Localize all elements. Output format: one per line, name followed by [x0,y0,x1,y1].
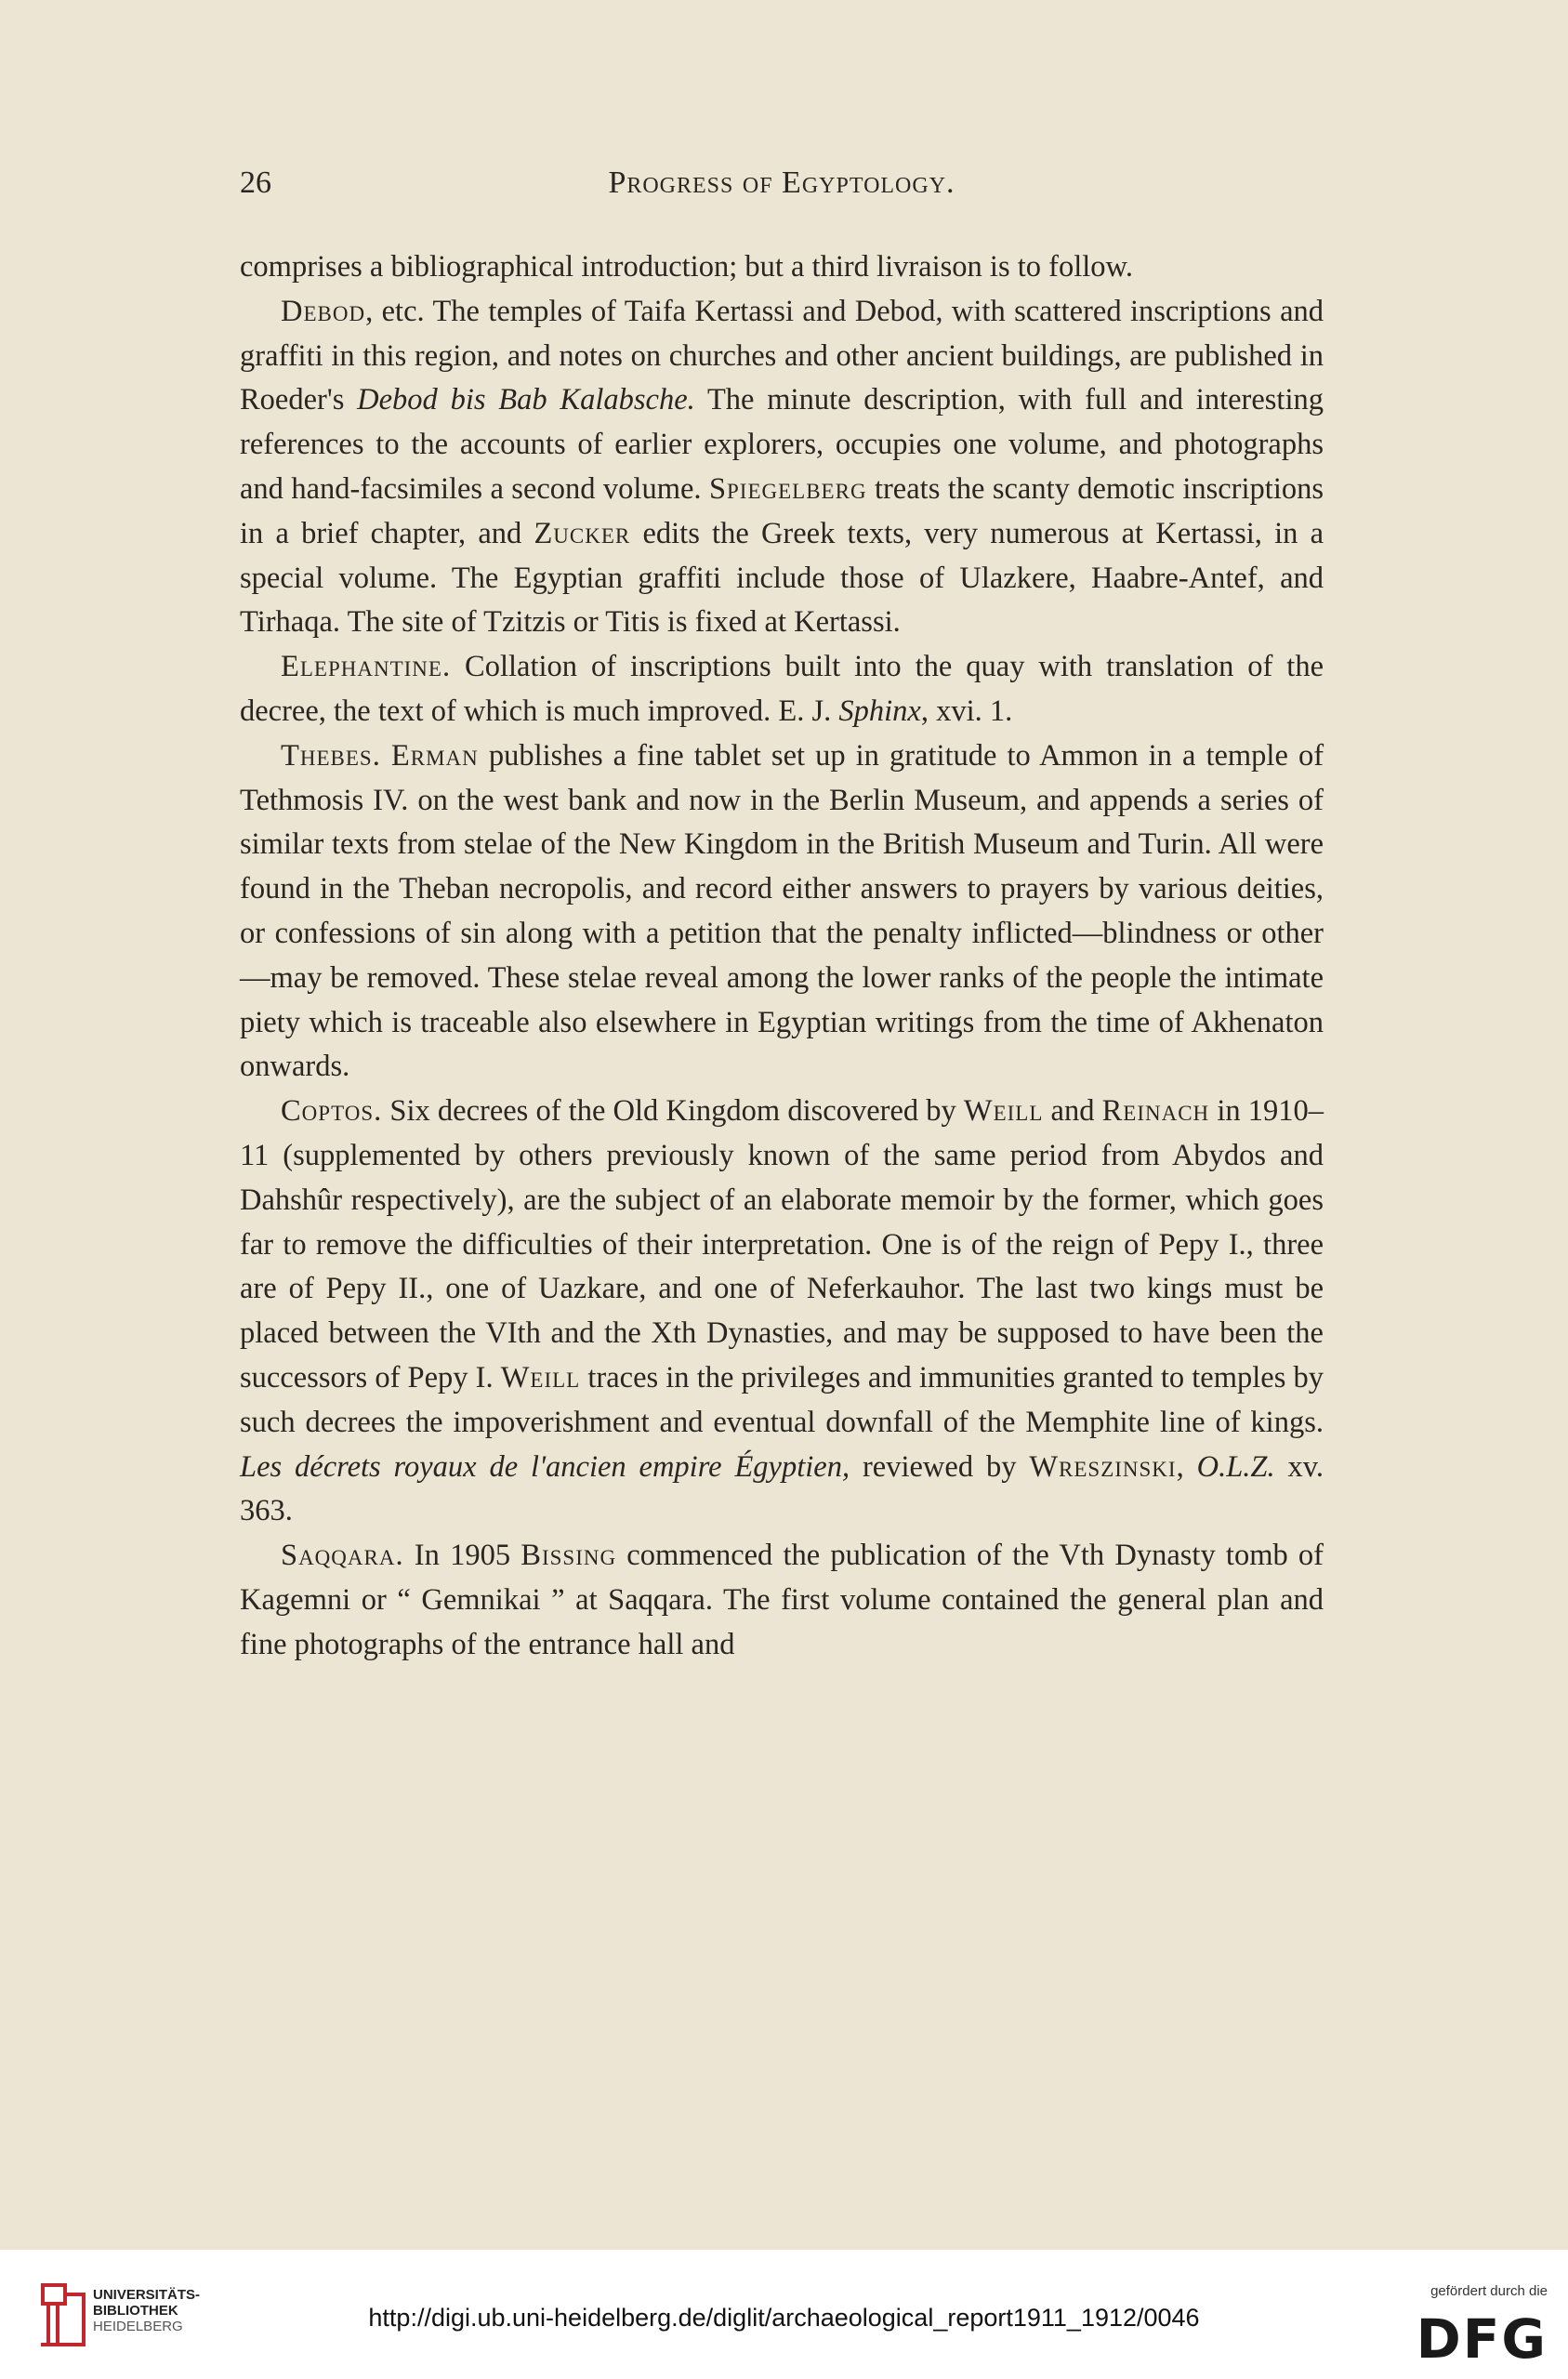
funder-caption: gefördert durch die [1430,2283,1548,2299]
paragraph-text: Six decrees of the Old Kingdom discovered by [382,1094,964,1129]
body-text [240,245,1324,1668]
digitization-footer [0,2250,1568,2379]
book-title: Debod bis Bab Kalabsche. [357,383,695,417]
paragraph-text: edits the Greek texts, very numerous at Kertassi, in a special volume. The Egyptian graffiti include those of Ulazkere, Haabre-Antef, and Tirhaqa. The site of Tzitzis or Titis is fixed at Kertassi. [240,516,1324,640]
book-title: Les décrets royaux de l'ancien empire Égyptien, [240,1449,850,1484]
paragraph-text: , [1176,1449,1197,1484]
paragraph-text: reviewed by [850,1449,1030,1484]
author-name: Erman [390,738,479,773]
paragraph-debod [240,290,1324,645]
author-name: Weill [963,1094,1044,1129]
paragraph-text: In 1905 [403,1539,521,1573]
paragraph-text: xv. 363. [240,1449,1324,1528]
paragraph-thebes [240,734,1324,1090]
journal-title: Sphinx [838,694,921,728]
paragraph-text: treats the scanty demotic inscriptions in a brief chapter, and [240,471,1324,550]
page-number: 26 [240,165,271,200]
author-name: Spiegelberg [708,471,867,506]
author-name: Wreszinski [1029,1449,1177,1484]
paragraph-elephantine [240,645,1324,734]
section-head: Coptos. [281,1094,383,1129]
library-name-line: HEIDELBERG [93,2319,183,2334]
section-head: Elephantine. [281,650,452,684]
section-head: Saqqara. [281,1539,404,1573]
paragraph-text: Collation of inscriptions built into the quay with translation of the decree, the text of which is much improved. E. J. [240,650,1324,728]
author-name: Weill [500,1360,581,1394]
paragraph-text: and [1043,1094,1102,1129]
author-name: Reinach [1101,1094,1210,1129]
paragraph-text: traces in the privileges and immunities granted to temples by such decrees the impoverishment and eventual downfall of the Memphite line of kings. [240,1360,1324,1439]
paragraph-coptos [240,1090,1324,1534]
paragraph-text: , etc. The temples of Taifa Kertassi and Debod, with scattered inscriptions and graffiti in this region, and notes on churches and other ancient buildings, are published in Roeder's [240,294,1324,417]
section-head: Debod [281,294,366,328]
section-head: Thebes. [281,738,381,773]
paragraph-text: in 1910–11 (supplemented by others previously known of the same period from Abydos and Dahshûr respectively), are the subject of an elaborate memoir by the former, which goes far to remove the difficulties of their interpretation. One is of the reign of Pepy I., three are of Pepy II., one of Uazkare, and one of Neferkauhor. The last two kings must be placed between the VIth and the Xth Dynasties, and may be supposed to have been the successors of Pepy I. [240,1094,1324,1394]
paragraph-text: commenced the publication of the Vth Dynasty tomb of Kagemni or “ Gemnikai ” at Saqqara. The first volume contained the general plan and fine photographs of the entrance hall and [240,1539,1324,1661]
library-name-line: BIBLIOTHEK [93,2303,178,2319]
page-header [240,165,1324,212]
paragraph-text: The minute description, with full and interesting references to the accounts of earlier explorers, occupies one volume, and photographs and hand-facsimiles a second volume. [240,383,1324,506]
author-name: Bissing [520,1539,617,1573]
author-name: Zucker [534,516,631,550]
paragraph-text: , xvi. 1. [920,694,1013,728]
paragraph-saqqara [240,1534,1324,1667]
journal-title: O.L.Z. [1196,1449,1275,1484]
dfg-logo: DFG [1416,2307,1548,2371]
running-title: Progress of Egyptology. [608,165,955,200]
paragraph-text: publishes a fine tablet set up in gratitude to Ammon in a temple of Tethmosis IV. on the west bank and now in the Berlin Museum, and appends a series of similar texts from stelae of the New Kingdom in the British Museum and Turin. All were found in the Theban necropolis, and record either answers to prayers by various deities, or confessions of sin along with a petition that the penalty inflicted—blindness or other—may be removed. These stelae reveal among the lower ranks of the people the intimate piety which is traceable also elsewhere in Egyptian writings from the time of Akhenaton onwards. [240,738,1324,1084]
paragraph-continuation: comprises a bibliographical introduction; but a third livraison is to follow. [240,250,1133,284]
permalink-url[interactable]: http://digi.ub.uni-heidelberg.de/diglit/archaeological_report1911_1912/0046 [368,2304,1200,2332]
library-name-line: UNIVERSITÄTS- [93,2287,201,2303]
